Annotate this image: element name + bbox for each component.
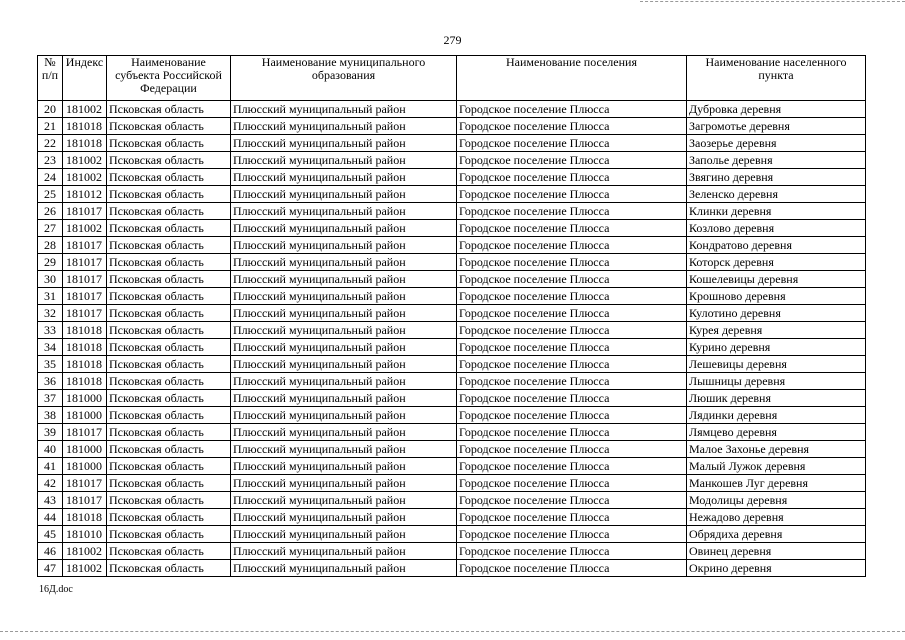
locality-name: Малый Лужок деревня bbox=[687, 458, 866, 475]
subject-name: Псковская область bbox=[107, 152, 231, 169]
postal-index: 181002 bbox=[63, 152, 107, 169]
settlements-table bbox=[37, 55, 866, 577]
settlement-name: Городское поселение Плюсса bbox=[457, 271, 687, 288]
subject-name: Псковская область bbox=[107, 135, 231, 152]
locality-name: Овинец деревня bbox=[687, 543, 866, 560]
scan-artifact-top bbox=[640, 1, 905, 2]
postal-index: 181002 bbox=[63, 220, 107, 237]
postal-index: 181002 bbox=[63, 560, 107, 577]
settlement-name: Городское поселение Плюсса bbox=[457, 492, 687, 509]
row-number: 47 bbox=[38, 560, 63, 577]
postal-index: 181000 bbox=[63, 407, 107, 424]
settlement-name: Городское поселение Плюсса bbox=[457, 441, 687, 458]
header-index: Индекс bbox=[63, 56, 107, 101]
subject-name: Псковская область bbox=[107, 441, 231, 458]
municipality-name: Плюсский муниципальный район bbox=[231, 543, 457, 560]
table-row bbox=[38, 135, 866, 152]
row-number: 31 bbox=[38, 288, 63, 305]
postal-index: 181018 bbox=[63, 356, 107, 373]
row-number: 44 bbox=[38, 509, 63, 526]
postal-index: 181018 bbox=[63, 339, 107, 356]
subject-name: Псковская область bbox=[107, 288, 231, 305]
postal-index: 181017 bbox=[63, 424, 107, 441]
row-number: 42 bbox=[38, 475, 63, 492]
table-row bbox=[38, 526, 866, 543]
municipality-name: Плюсский муниципальный район bbox=[231, 220, 457, 237]
settlement-name: Городское поселение Плюсса bbox=[457, 356, 687, 373]
locality-name: Лешевицы деревня bbox=[687, 356, 866, 373]
header-locality: Наименование населенного пункта bbox=[687, 56, 866, 101]
settlement-name: Городское поселение Плюсса bbox=[457, 220, 687, 237]
municipality-name: Плюсский муниципальный район bbox=[231, 237, 457, 254]
table-row bbox=[38, 492, 866, 509]
table-row bbox=[38, 203, 866, 220]
municipality-name: Плюсский муниципальный район bbox=[231, 322, 457, 339]
row-number: 21 bbox=[38, 118, 63, 135]
subject-name: Псковская область bbox=[107, 560, 231, 577]
table-row bbox=[38, 475, 866, 492]
subject-name: Псковская область bbox=[107, 509, 231, 526]
subject-name: Псковская область bbox=[107, 203, 231, 220]
table-row bbox=[38, 305, 866, 322]
row-number: 29 bbox=[38, 254, 63, 271]
settlement-name: Городское поселение Плюсса bbox=[457, 254, 687, 271]
locality-name: Кошелевицы деревня bbox=[687, 271, 866, 288]
table-row bbox=[38, 356, 866, 373]
postal-index: 181000 bbox=[63, 390, 107, 407]
locality-name: Кулотино деревня bbox=[687, 305, 866, 322]
municipality-name: Плюсский муниципальный район bbox=[231, 526, 457, 543]
locality-name: Клинки деревня bbox=[687, 203, 866, 220]
municipality-name: Плюсский муниципальный район bbox=[231, 424, 457, 441]
table-row bbox=[38, 254, 866, 271]
municipality-name: Плюсский муниципальный район bbox=[231, 407, 457, 424]
subject-name: Псковская область bbox=[107, 322, 231, 339]
municipality-name: Плюсский муниципальный район bbox=[231, 305, 457, 322]
settlement-name: Городское поселение Плюсса bbox=[457, 322, 687, 339]
footer-filename: 16Д.doc bbox=[39, 584, 73, 595]
row-number: 23 bbox=[38, 152, 63, 169]
settlement-name: Городское поселение Плюсса bbox=[457, 475, 687, 492]
settlement-name: Городское поселение Плюсса bbox=[457, 186, 687, 203]
postal-index: 181002 bbox=[63, 169, 107, 186]
subject-name: Псковская область bbox=[107, 186, 231, 203]
settlement-name: Городское поселение Плюсса bbox=[457, 424, 687, 441]
settlement-name: Городское поселение Плюсса bbox=[457, 169, 687, 186]
locality-name: Которск деревня bbox=[687, 254, 866, 271]
settlement-name: Городское поселение Плюсса bbox=[457, 305, 687, 322]
municipality-name: Плюсский муниципальный район bbox=[231, 271, 457, 288]
settlement-name: Городское поселение Плюсса bbox=[457, 373, 687, 390]
subject-name: Псковская область bbox=[107, 543, 231, 560]
postal-index: 181002 bbox=[63, 543, 107, 560]
municipality-name: Плюсский муниципальный район bbox=[231, 441, 457, 458]
subject-name: Псковская область bbox=[107, 271, 231, 288]
postal-index: 181010 bbox=[63, 526, 107, 543]
postal-index: 181018 bbox=[63, 322, 107, 339]
locality-name: Манкошев Луг деревня bbox=[687, 475, 866, 492]
postal-index: 181018 bbox=[63, 373, 107, 390]
row-number: 26 bbox=[38, 203, 63, 220]
settlement-name: Городское поселение Плюсса bbox=[457, 458, 687, 475]
settlement-name: Городское поселение Плюсса bbox=[457, 135, 687, 152]
locality-name: Крошново деревня bbox=[687, 288, 866, 305]
table-row bbox=[38, 101, 866, 118]
table-row bbox=[38, 407, 866, 424]
postal-index: 181017 bbox=[63, 475, 107, 492]
row-number: 28 bbox=[38, 237, 63, 254]
table-row bbox=[38, 424, 866, 441]
subject-name: Псковская область bbox=[107, 220, 231, 237]
municipality-name: Плюсский муниципальный район bbox=[231, 288, 457, 305]
table-row bbox=[38, 339, 866, 356]
postal-index: 181000 bbox=[63, 458, 107, 475]
postal-index: 181017 bbox=[63, 237, 107, 254]
settlement-name: Городское поселение Плюсса bbox=[457, 560, 687, 577]
table-row bbox=[38, 237, 866, 254]
row-number: 33 bbox=[38, 322, 63, 339]
table-row bbox=[38, 271, 866, 288]
subject-name: Псковская область bbox=[107, 458, 231, 475]
table-row bbox=[38, 543, 866, 560]
locality-name: Нежадово деревня bbox=[687, 509, 866, 526]
municipality-name: Плюсский муниципальный район bbox=[231, 186, 457, 203]
subject-name: Псковская область bbox=[107, 339, 231, 356]
locality-name: Малое Захонье деревня bbox=[687, 441, 866, 458]
row-number: 36 bbox=[38, 373, 63, 390]
row-number: 40 bbox=[38, 441, 63, 458]
row-number: 34 bbox=[38, 339, 63, 356]
subject-name: Псковская область bbox=[107, 475, 231, 492]
municipality-name: Плюсский муниципальный район bbox=[231, 458, 457, 475]
subject-name: Псковская область bbox=[107, 305, 231, 322]
municipality-name: Плюсский муниципальный район bbox=[231, 101, 457, 118]
postal-index: 181017 bbox=[63, 288, 107, 305]
subject-name: Псковская область bbox=[107, 373, 231, 390]
subject-name: Псковская область bbox=[107, 492, 231, 509]
locality-name: Козлово деревня bbox=[687, 220, 866, 237]
postal-index: 181018 bbox=[63, 509, 107, 526]
table-row bbox=[38, 441, 866, 458]
table-row bbox=[38, 288, 866, 305]
subject-name: Псковская область bbox=[107, 390, 231, 407]
postal-index: 181018 bbox=[63, 135, 107, 152]
locality-name: Звягино деревня bbox=[687, 169, 866, 186]
locality-name: Кондратово деревня bbox=[687, 237, 866, 254]
locality-name: Окрино деревня bbox=[687, 560, 866, 577]
settlement-name: Городское поселение Плюсса bbox=[457, 339, 687, 356]
scan-artifact-bottom bbox=[0, 631, 905, 632]
postal-index: 181012 bbox=[63, 186, 107, 203]
row-number: 22 bbox=[38, 135, 63, 152]
postal-index: 181017 bbox=[63, 492, 107, 509]
locality-name: Лышницы деревня bbox=[687, 373, 866, 390]
row-number: 30 bbox=[38, 271, 63, 288]
locality-name: Модолицы деревня bbox=[687, 492, 866, 509]
postal-index: 181018 bbox=[63, 118, 107, 135]
municipality-name: Плюсский муниципальный район bbox=[231, 509, 457, 526]
settlement-name: Городское поселение Плюсса bbox=[457, 101, 687, 118]
table-row bbox=[38, 373, 866, 390]
row-number: 46 bbox=[38, 543, 63, 560]
municipality-name: Плюсский муниципальный район bbox=[231, 373, 457, 390]
locality-name: Зеленско деревня bbox=[687, 186, 866, 203]
postal-index: 181017 bbox=[63, 305, 107, 322]
municipality-name: Плюсский муниципальный район bbox=[231, 118, 457, 135]
row-number: 20 bbox=[38, 101, 63, 118]
locality-name: Обрядиха деревня bbox=[687, 526, 866, 543]
subject-name: Псковская область bbox=[107, 526, 231, 543]
row-number: 39 bbox=[38, 424, 63, 441]
settlement-name: Городское поселение Плюсса bbox=[457, 118, 687, 135]
row-number: 32 bbox=[38, 305, 63, 322]
municipality-name: Плюсский муниципальный район bbox=[231, 254, 457, 271]
municipality-name: Плюсский муниципальный район bbox=[231, 203, 457, 220]
table-row bbox=[38, 220, 866, 237]
postal-index: 181017 bbox=[63, 203, 107, 220]
subject-name: Псковская область bbox=[107, 407, 231, 424]
postal-index: 181002 bbox=[63, 101, 107, 118]
settlement-name: Городское поселение Плюсса bbox=[457, 237, 687, 254]
postal-index: 181000 bbox=[63, 441, 107, 458]
locality-name: Курино деревня bbox=[687, 339, 866, 356]
header-settlement: Наименование поселения bbox=[457, 56, 687, 101]
subject-name: Псковская область bbox=[107, 237, 231, 254]
locality-name: Дубровка деревня bbox=[687, 101, 866, 118]
subject-name: Псковская область bbox=[107, 424, 231, 441]
settlement-name: Городское поселение Плюсса bbox=[457, 543, 687, 560]
row-number: 38 bbox=[38, 407, 63, 424]
table-row bbox=[38, 169, 866, 186]
subject-name: Псковская область bbox=[107, 169, 231, 186]
table-row bbox=[38, 390, 866, 407]
locality-name: Загромотье деревня bbox=[687, 118, 866, 135]
municipality-name: Плюсский муниципальный район bbox=[231, 169, 457, 186]
municipality-name: Плюсский муниципальный район bbox=[231, 390, 457, 407]
municipality-name: Плюсский муниципальный район bbox=[231, 356, 457, 373]
subject-name: Псковская область bbox=[107, 254, 231, 271]
table-header-row bbox=[38, 56, 866, 101]
table-row bbox=[38, 118, 866, 135]
municipality-name: Плюсский муниципальный район bbox=[231, 475, 457, 492]
settlement-name: Городское поселение Плюсса bbox=[457, 288, 687, 305]
locality-name: Курея деревня bbox=[687, 322, 866, 339]
settlement-name: Городское поселение Плюсса bbox=[457, 526, 687, 543]
locality-name: Люшик деревня bbox=[687, 390, 866, 407]
row-number: 25 bbox=[38, 186, 63, 203]
postal-index: 181017 bbox=[63, 254, 107, 271]
row-number: 45 bbox=[38, 526, 63, 543]
settlement-name: Городское поселение Плюсса bbox=[457, 152, 687, 169]
table-row bbox=[38, 152, 866, 169]
header-subject: Наименование субъекта Российской Федерации bbox=[107, 56, 231, 101]
subject-name: Псковская область bbox=[107, 118, 231, 135]
table-body bbox=[38, 101, 866, 577]
locality-name: Лямцево деревня bbox=[687, 424, 866, 441]
municipality-name: Плюсский муниципальный район bbox=[231, 152, 457, 169]
row-number: 37 bbox=[38, 390, 63, 407]
settlement-name: Городское поселение Плюсса bbox=[457, 203, 687, 220]
header-number: № п/п bbox=[38, 56, 63, 101]
municipality-name: Плюсский муниципальный район bbox=[231, 560, 457, 577]
settlement-name: Городское поселение Плюсса bbox=[457, 390, 687, 407]
subject-name: Псковская область bbox=[107, 101, 231, 118]
row-number: 27 bbox=[38, 220, 63, 237]
row-number: 43 bbox=[38, 492, 63, 509]
postal-index: 181017 bbox=[63, 271, 107, 288]
locality-name: Заполье деревня bbox=[687, 152, 866, 169]
header-municipality: Наименование муниципального образования bbox=[231, 56, 457, 101]
municipality-name: Плюсский муниципальный район bbox=[231, 135, 457, 152]
locality-name: Лядинки деревня bbox=[687, 407, 866, 424]
subject-name: Псковская область bbox=[107, 356, 231, 373]
municipality-name: Плюсский муниципальный район bbox=[231, 339, 457, 356]
settlement-name: Городское поселение Плюсса bbox=[457, 509, 687, 526]
table-row bbox=[38, 560, 866, 577]
page-number: 279 bbox=[443, 33, 462, 47]
row-number: 35 bbox=[38, 356, 63, 373]
row-number: 41 bbox=[38, 458, 63, 475]
table-row bbox=[38, 509, 866, 526]
table-row bbox=[38, 322, 866, 339]
settlement-name: Городское поселение Плюсса bbox=[457, 407, 687, 424]
municipality-name: Плюсский муниципальный район bbox=[231, 492, 457, 509]
table-row bbox=[38, 458, 866, 475]
row-number: 24 bbox=[38, 169, 63, 186]
table-row bbox=[38, 186, 866, 203]
locality-name: Заозерье деревня bbox=[687, 135, 866, 152]
